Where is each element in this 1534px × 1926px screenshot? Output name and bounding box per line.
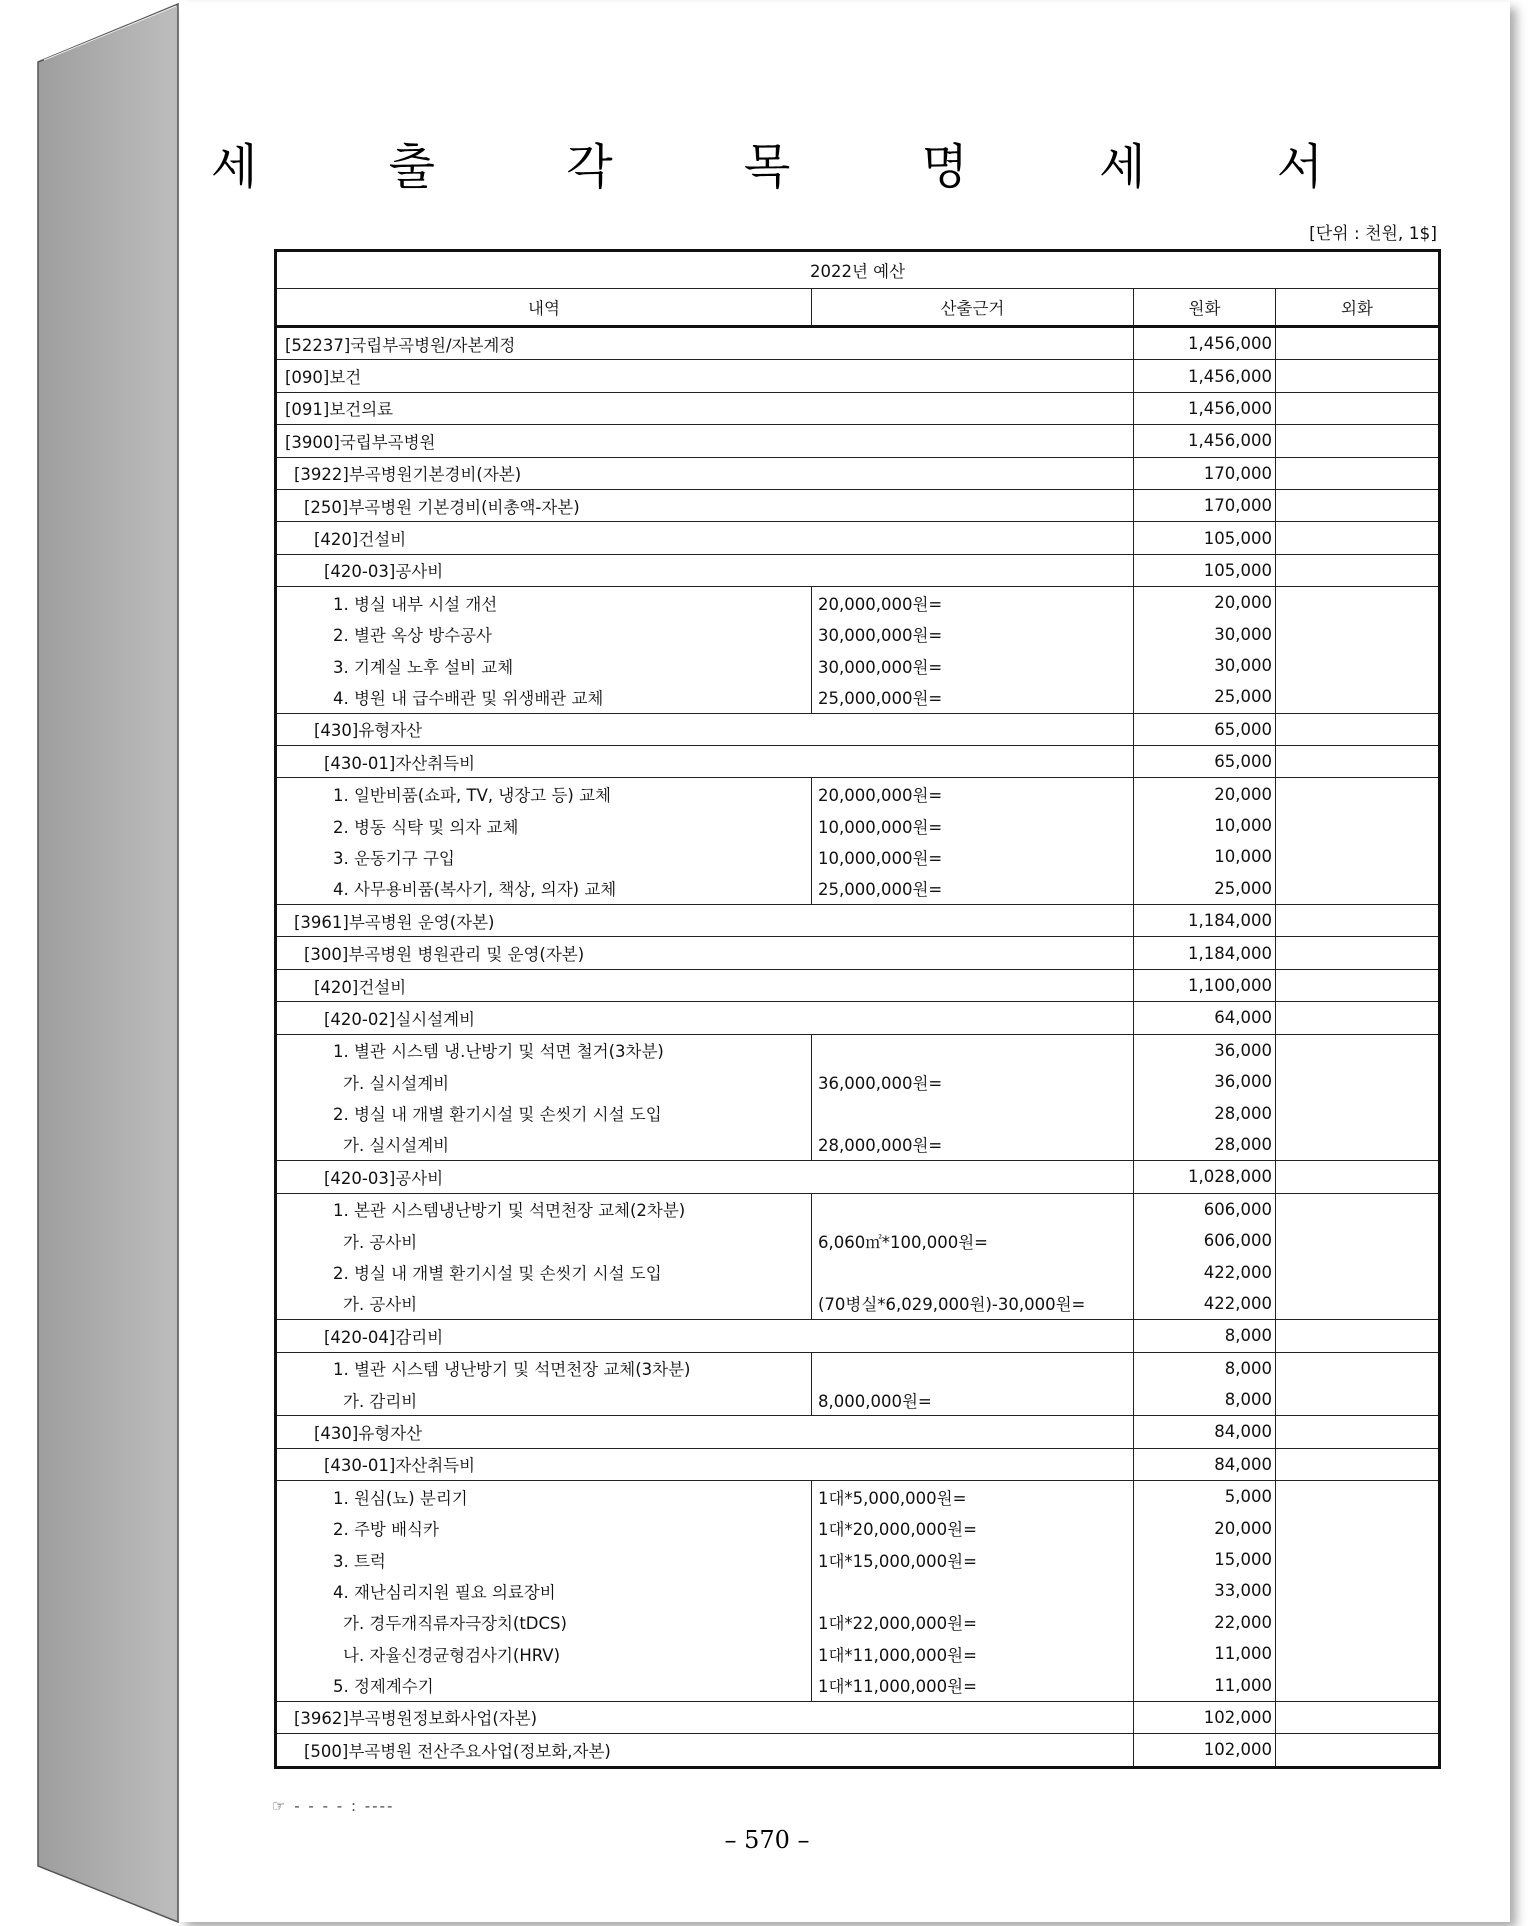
row-amount-foreign [1276, 619, 1440, 650]
row-amount-foreign [1276, 810, 1440, 841]
row-description: [420]건설비 [276, 969, 1134, 1001]
row-description: 2. 별관 옥상 방수공사 [276, 619, 812, 650]
row-description: 1. 일반비품(쇼파, TV, 냉장고 등) 교체 [276, 778, 812, 810]
row-basis: 1대*5,000,000원= [812, 1481, 1134, 1513]
row-amount-krw: 606,000 [1134, 1193, 1276, 1225]
row-description: 3. 기계실 노후 설비 교체 [276, 650, 812, 681]
row-amount-krw: 8,000 [1134, 1384, 1276, 1416]
row-description: [430]유형자산 [276, 1416, 1134, 1448]
row-amount-krw: 20,000 [1134, 587, 1276, 619]
row-amount-foreign [1276, 746, 1440, 778]
row-basis: 8,000,000원= [812, 1384, 1134, 1416]
table-row [276, 778, 1440, 810]
row-description: 3. 운동기구 구입 [276, 841, 812, 872]
table-row [276, 1066, 1440, 1097]
row-description: 1. 본관 시스템냉난방기 및 석면천장 교체(2차분) [276, 1193, 812, 1225]
row-amount-krw: 1,456,000 [1134, 360, 1276, 392]
row-basis: 1대*11,000,000원= [812, 1669, 1134, 1701]
row-amount-foreign [1276, 1320, 1440, 1352]
row-amount-krw: 28,000 [1134, 1097, 1276, 1128]
row-description: 가. 실시설계비 [276, 1066, 812, 1097]
row-amount-foreign [1276, 1481, 1440, 1513]
column-header-row [276, 289, 1440, 327]
table-row [276, 937, 1440, 969]
page-title: 세 출 각 목 명 세 서 [210, 139, 1382, 195]
row-amount-foreign [1276, 1638, 1440, 1669]
table-row [276, 1481, 1440, 1513]
row-amount-foreign [1276, 1669, 1440, 1701]
row-basis [812, 1193, 1134, 1225]
table-row [276, 327, 1440, 360]
row-description: 5. 정제계수기 [276, 1669, 812, 1701]
row-amount-krw: 65,000 [1134, 746, 1276, 778]
table-row [276, 587, 1440, 619]
row-amount-foreign [1276, 327, 1440, 360]
row-description: 2. 주방 배식카 [276, 1512, 812, 1543]
table-row [276, 650, 1440, 681]
row-amount-foreign [1276, 1002, 1440, 1034]
row-basis: 1대*11,000,000원= [812, 1638, 1134, 1669]
row-amount-foreign [1276, 1575, 1440, 1606]
row-amount-foreign [1276, 1448, 1440, 1480]
row-amount-krw: 33,000 [1134, 1575, 1276, 1606]
row-description: [090]보건 [276, 360, 1134, 392]
table-row [276, 554, 1440, 586]
row-basis [812, 1575, 1134, 1606]
table-row [276, 1288, 1440, 1320]
row-description: [420]건설비 [276, 522, 1134, 554]
row-description: 1. 병실 내부 시설 개선 [276, 587, 812, 619]
row-basis: 28,000,000원= [812, 1129, 1134, 1161]
row-amount-foreign [1276, 1288, 1440, 1320]
row-description: [420-03]공사비 [276, 1161, 1134, 1193]
row-basis: (70병실*6,029,000원)-30,000원= [812, 1288, 1134, 1320]
table-row [276, 873, 1440, 905]
table-row [276, 1384, 1440, 1416]
table-row [276, 425, 1440, 457]
table-row [276, 1416, 1440, 1448]
row-description: 가. 경두개직류자극장치(tDCS) [276, 1607, 812, 1638]
row-amount-krw: 1,456,000 [1134, 327, 1276, 360]
row-amount-krw: 170,000 [1134, 489, 1276, 521]
row-description: 가. 감리비 [276, 1384, 812, 1416]
column-header-krw: 원화 [1134, 289, 1276, 327]
budget-table [274, 249, 1441, 1769]
row-description: 가. 공사비 [276, 1225, 812, 1256]
row-description: [430]유형자산 [276, 713, 1134, 745]
table-row [276, 713, 1440, 745]
row-basis: 1대*15,000,000원= [812, 1544, 1134, 1575]
row-basis [812, 1097, 1134, 1128]
row-amount-krw: 15,000 [1134, 1544, 1276, 1575]
row-amount-foreign [1276, 1512, 1440, 1543]
row-description: [420-04]감리비 [276, 1320, 1134, 1352]
row-amount-krw: 64,000 [1134, 1002, 1276, 1034]
table-row [276, 1002, 1440, 1034]
row-amount-foreign [1276, 1034, 1440, 1066]
row-amount-foreign [1276, 1193, 1440, 1225]
row-basis: 20,000,000원= [812, 778, 1134, 810]
book-spine-shape [38, 4, 178, 1922]
row-amount-krw: 36,000 [1134, 1066, 1276, 1097]
row-amount-foreign [1276, 1352, 1440, 1384]
unit-label: [단위 : 천원, 1$] [1309, 224, 1437, 244]
row-amount-krw: 65,000 [1134, 713, 1276, 745]
row-basis: 10,000,000원= [812, 810, 1134, 841]
row-description: [300]부곡병원 병원관리 및 운영(자본) [276, 937, 1134, 969]
row-amount-krw: 1,028,000 [1134, 1161, 1276, 1193]
row-amount-krw: 28,000 [1134, 1129, 1276, 1161]
row-amount-krw: 102,000 [1134, 1701, 1276, 1733]
row-description: [420-02]실시설계비 [276, 1002, 1134, 1034]
row-amount-krw: 25,000 [1134, 681, 1276, 713]
row-description: 2. 병동 식탁 및 의자 교체 [276, 810, 812, 841]
row-amount-krw: 36,000 [1134, 1034, 1276, 1066]
row-amount-krw: 5,000 [1134, 1481, 1276, 1513]
table-row [276, 1448, 1440, 1480]
table-row [276, 969, 1440, 1001]
row-amount-krw: 25,000 [1134, 873, 1276, 905]
row-amount-foreign [1276, 1544, 1440, 1575]
row-amount-krw: 11,000 [1134, 1669, 1276, 1701]
row-amount-foreign [1276, 1066, 1440, 1097]
row-basis: 20,000,000원= [812, 587, 1134, 619]
table-row [276, 810, 1440, 841]
table-row [276, 1352, 1440, 1384]
row-description: 1. 원심(뇨) 분리기 [276, 1481, 812, 1513]
row-basis [812, 1034, 1134, 1066]
table-row [276, 1607, 1440, 1638]
table-row [276, 1544, 1440, 1575]
row-description: 나. 자율신경균형검사기(HRV) [276, 1638, 812, 1669]
row-amount-foreign [1276, 392, 1440, 424]
row-description: [3962]부곡병원정보화사업(자본) [276, 1701, 1134, 1733]
table-row [276, 489, 1440, 521]
row-description: [420-03]공사비 [276, 554, 1134, 586]
table-row [276, 1512, 1440, 1543]
row-description: [091]보건의료 [276, 392, 1134, 424]
row-amount-foreign [1276, 1416, 1440, 1448]
row-amount-foreign [1276, 1225, 1440, 1256]
row-amount-krw: 30,000 [1134, 650, 1276, 681]
row-amount-foreign [1276, 360, 1440, 392]
row-amount-foreign [1276, 713, 1440, 745]
row-amount-krw: 422,000 [1134, 1256, 1276, 1287]
row-description: [430-01]자산취득비 [276, 1448, 1134, 1480]
row-amount-krw: 606,000 [1134, 1225, 1276, 1256]
row-amount-krw: 105,000 [1134, 522, 1276, 554]
row-description: [52237]국립부곡병원/자본계정 [276, 327, 1134, 360]
table-row [276, 1129, 1440, 1161]
row-amount-foreign [1276, 587, 1440, 619]
row-description: 1. 별관 시스템 냉.난방기 및 석면 철거(3차분) [276, 1034, 812, 1066]
row-description: 2. 병실 내 개별 환기시설 및 손씻기 시설 도입 [276, 1256, 812, 1287]
table-row [276, 1225, 1440, 1256]
year-header: 2022년 예산 [276, 251, 1440, 289]
row-basis: 10,000,000원= [812, 841, 1134, 872]
row-amount-foreign [1276, 905, 1440, 937]
table-row [276, 1669, 1440, 1701]
row-amount-krw: 1,100,000 [1134, 969, 1276, 1001]
year-header-row [276, 251, 1440, 289]
row-amount-krw: 22,000 [1134, 1607, 1276, 1638]
row-amount-krw: 1,456,000 [1134, 425, 1276, 457]
row-description: [500]부곡병원 전산주요사업(정보화,자본) [276, 1734, 1134, 1767]
row-description: 가. 공사비 [276, 1288, 812, 1320]
row-amount-foreign [1276, 1607, 1440, 1638]
row-amount-foreign [1276, 937, 1440, 969]
table-row [276, 360, 1440, 392]
table-row [276, 1034, 1440, 1066]
table-row [276, 746, 1440, 778]
row-amount-foreign [1276, 1734, 1440, 1767]
row-amount-krw: 11,000 [1134, 1638, 1276, 1669]
row-amount-foreign [1276, 1097, 1440, 1128]
row-amount-foreign [1276, 1129, 1440, 1161]
row-amount-krw: 8,000 [1134, 1320, 1276, 1352]
table-row [276, 619, 1440, 650]
row-basis: 25,000,000원= [812, 681, 1134, 713]
table-row [276, 457, 1440, 489]
table-row [276, 1193, 1440, 1225]
row-amount-foreign [1276, 873, 1440, 905]
footer-note: ☞ - - - - : ---- [272, 1797, 395, 1815]
row-amount-krw: 10,000 [1134, 841, 1276, 872]
row-amount-foreign [1276, 841, 1440, 872]
row-description: 4. 병원 내 급수배관 및 위생배관 교체 [276, 681, 812, 713]
row-amount-foreign [1276, 1256, 1440, 1287]
row-amount-krw: 20,000 [1134, 1512, 1276, 1543]
row-amount-krw: 30,000 [1134, 619, 1276, 650]
table-row [276, 1256, 1440, 1287]
table-row [276, 905, 1440, 937]
row-basis: 30,000,000원= [812, 619, 1134, 650]
column-header-desc: 내역 [276, 289, 812, 327]
row-amount-krw: 10,000 [1134, 810, 1276, 841]
row-amount-foreign [1276, 778, 1440, 810]
row-amount-foreign [1276, 1384, 1440, 1416]
row-amount-krw: 84,000 [1134, 1416, 1276, 1448]
row-amount-krw: 102,000 [1134, 1734, 1276, 1767]
page-number: – 570 – [724, 1826, 810, 1854]
row-amount-foreign [1276, 457, 1440, 489]
table-row [276, 1575, 1440, 1606]
row-amount-foreign [1276, 1701, 1440, 1733]
row-amount-krw: 1,456,000 [1134, 392, 1276, 424]
table-row [276, 1734, 1440, 1767]
table-row [276, 841, 1440, 872]
row-basis [812, 1352, 1134, 1384]
table-row [276, 1638, 1440, 1669]
row-amount-krw: 84,000 [1134, 1448, 1276, 1480]
row-amount-foreign [1276, 1161, 1440, 1193]
table-row [276, 1701, 1440, 1733]
row-description: 4. 사무용비품(복사기, 책상, 의자) 교체 [276, 873, 812, 905]
row-amount-foreign [1276, 554, 1440, 586]
table-row [276, 681, 1440, 713]
row-amount-krw: 1,184,000 [1134, 905, 1276, 937]
row-description: 가. 실시설계비 [276, 1129, 812, 1161]
row-amount-krw: 105,000 [1134, 554, 1276, 586]
table-row [276, 1320, 1440, 1352]
row-description: 4. 재난심리지원 필요 의료장비 [276, 1575, 812, 1606]
row-description: [3961]부곡병원 운영(자본) [276, 905, 1134, 937]
row-description: 2. 병실 내 개별 환기시설 및 손씻기 시설 도입 [276, 1097, 812, 1128]
row-description: 1. 별관 시스템 냉난방기 및 석면천장 교체(3차분) [276, 1352, 812, 1384]
table-row [276, 392, 1440, 424]
row-basis: 6,060㎡*100,000원= [812, 1225, 1134, 1256]
row-basis [812, 1256, 1134, 1287]
row-amount-foreign [1276, 522, 1440, 554]
row-description: [3900]국립부곡병원 [276, 425, 1134, 457]
row-basis: 1대*22,000,000원= [812, 1607, 1134, 1638]
row-amount-foreign [1276, 650, 1440, 681]
row-basis: 1대*20,000,000원= [812, 1512, 1134, 1543]
row-description: [3922]부곡병원기본경비(자본) [276, 457, 1134, 489]
table-row [276, 1097, 1440, 1128]
row-amount-krw: 170,000 [1134, 457, 1276, 489]
row-amount-krw: 1,184,000 [1134, 937, 1276, 969]
column-header-foreign: 외화 [1276, 289, 1440, 327]
row-amount-foreign [1276, 425, 1440, 457]
column-header-basis: 산출근거 [812, 289, 1134, 327]
row-amount-krw: 20,000 [1134, 778, 1276, 810]
table-row [276, 522, 1440, 554]
table-body [276, 327, 1440, 1768]
row-amount-krw: 8,000 [1134, 1352, 1276, 1384]
row-basis: 25,000,000원= [812, 873, 1134, 905]
row-description: [250]부곡병원 기본경비(비총액-자본) [276, 489, 1134, 521]
row-amount-foreign [1276, 969, 1440, 1001]
row-amount-krw: 422,000 [1134, 1288, 1276, 1320]
row-description: [430-01]자산취득비 [276, 746, 1134, 778]
table-row [276, 1161, 1440, 1193]
row-amount-foreign [1276, 681, 1440, 713]
row-description: 3. 트럭 [276, 1544, 812, 1575]
row-amount-foreign [1276, 489, 1440, 521]
row-basis: 36,000,000원= [812, 1066, 1134, 1097]
row-basis: 30,000,000원= [812, 650, 1134, 681]
